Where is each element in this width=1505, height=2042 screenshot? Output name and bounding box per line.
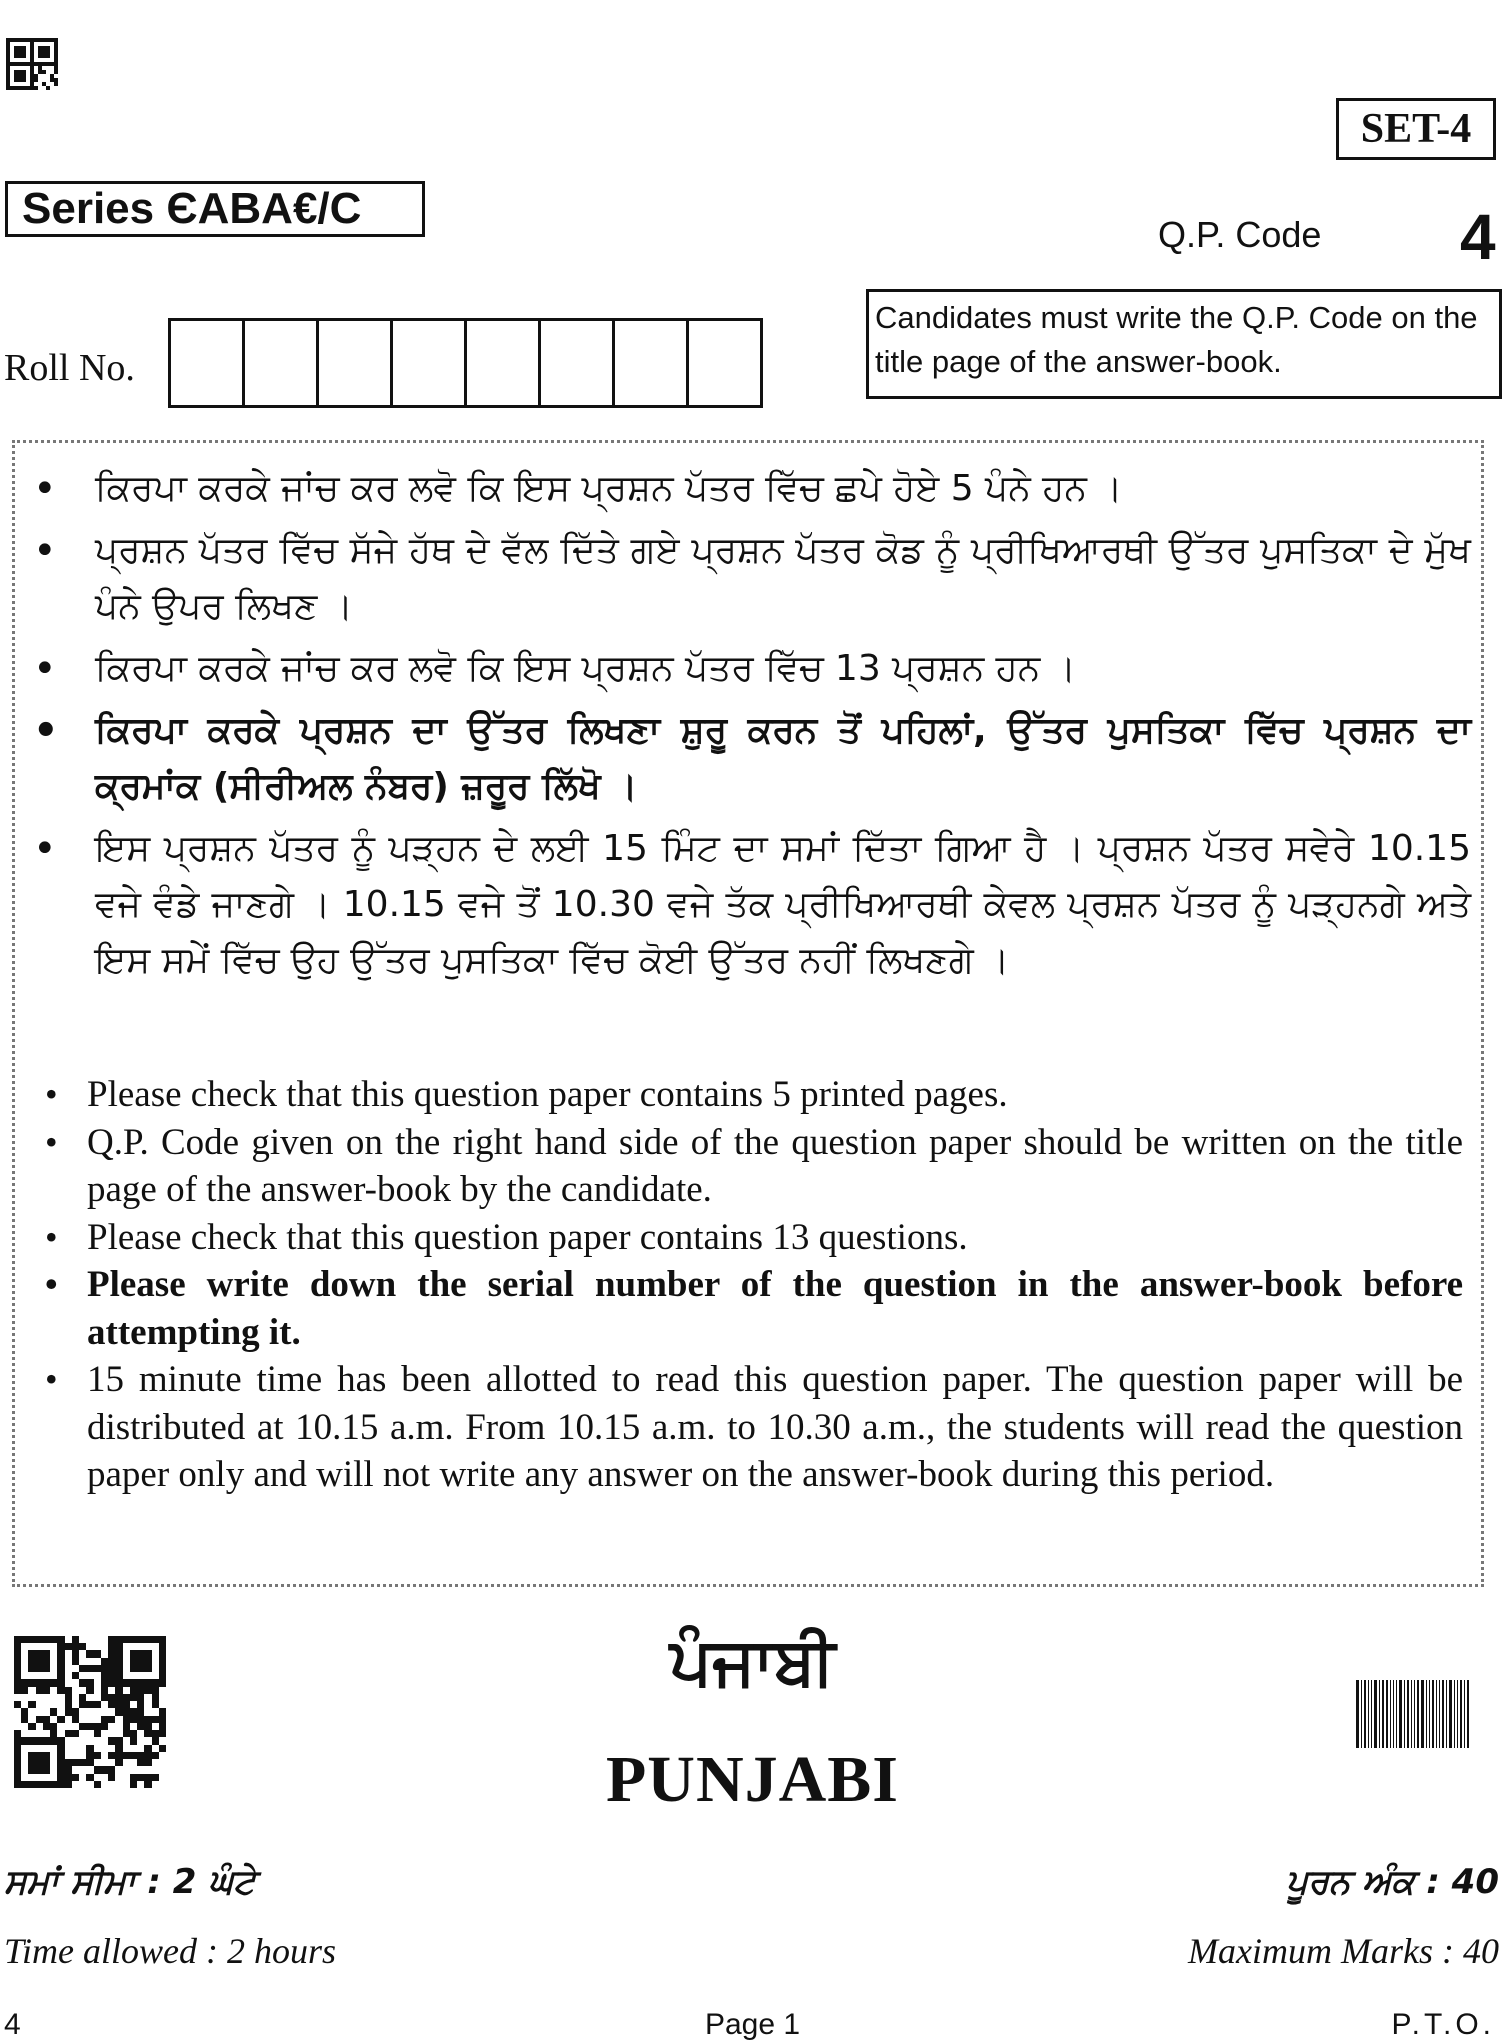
instruction-en-item: • Please write down the serial number of the question in the answer-book before attempting it.	[15, 1261, 1481, 1356]
roll-box[interactable]	[689, 321, 760, 405]
instructions-english	[15, 1071, 1481, 1499]
roll-number-label: Roll No.	[4, 347, 135, 389]
instruction-pa-item: • ਕਿਰਪਾ ਕਰਕੇ ਜਾਂਚ ਕਰ ਲਵੋ ਕਿ ਇਸ ਪ੍ਰਸ਼ਨ ਪੱਤਰ ਵਿੱਚ 13 ਪ੍ਰਸ਼ਨ ਹਨ ।	[15, 641, 1481, 697]
instruction-pa-item: • ਪ੍ਰਸ਼ਨ ਪੱਤਰ ਵਿੱਚ ਸੱਜੇ ਹੱਥ ਦੇ ਵੱਲ ਦਿੱਤੇ ਗਏ ਪ੍ਰਸ਼ਨ ਪੱਤਰ ਕੋਡ ਨੂੰ ਪ੍ਰੀਖਿਆਰਥੀ ਉੱਤਰ ਪੁਸਤਿਕਾ ਦੇ ਮੁੱਖ ਪੰਨੇ ਉਪਰ ਲਿਖਣ ।	[15, 523, 1481, 635]
instructions-punjabi	[15, 461, 1481, 989]
instruction-pa-item: • ਕਿਰਪਾ ਕਰਕੇ ਪ੍ਰਸ਼ਨ ਦਾ ਉੱਤਰ ਲਿਖਣਾ ਸ਼ੁਰੂ ਕਰਨ ਤੋਂ ਪਹਿਲਾਂ, ਉੱਤਰ ਪੁਸਤਿਕਾ ਵਿੱਚ ਪ੍ਰਸ਼ਨ ਦਾ ਕ੍ਰਮਾਂਕ (ਸੀਰੀਅਲ ਨੰਬਰ) ਜ਼ਰੂਰ ਲਿੱਖੋ ।	[15, 703, 1481, 815]
subject-title-punjabi: ਪੰਜਾਬੀ	[669, 1623, 836, 1700]
roll-box[interactable]	[171, 321, 245, 405]
instruction-en-item: • Please check that this question paper contains 5 printed pages.	[15, 1071, 1481, 1119]
instruction-en-item: • 15 minute time has been allotted to read this question paper. The question paper will be distributed at 10.15 a.m. From 10.15 a.m. to 10.30 a.m., the students will read the question paper only and will not write any answer on the answer-book during this period.	[15, 1356, 1481, 1499]
footer-page: Page 1	[704, 2008, 801, 2041]
roll-box[interactable]	[393, 321, 467, 405]
subject-title-english: PUNJABI	[605, 1743, 899, 1816]
barcode-icon	[1356, 1680, 1496, 1748]
qp-code-label: Q.P. Code	[1158, 214, 1322, 255]
max-marks-punjabi: ਪੂਰਨ ਅੰਕ : 40	[1285, 1862, 1499, 1902]
instruction-en-item: • Q.P. Code given on the right hand side of the question paper should be written on the title page of the answer-book by the candidate.	[15, 1119, 1481, 1214]
set-badge: SET-4	[1336, 98, 1496, 160]
footer-pto: P.T.O.	[1391, 2008, 1495, 2041]
instruction-pa-item: • ਕਿਰਪਾ ਕਰਕੇ ਜਾਂਚ ਕਰ ਲਵੋ ਕਿ ਇਸ ਪ੍ਰਸ਼ਨ ਪੱਤਰ ਵਿੱਚ ਛਪੇ ਹੋਏ 5 ਪੰਨੇ ਹਨ ।	[15, 461, 1481, 517]
series-label: Series ЄABA€/C	[5, 181, 425, 237]
roll-number-boxes[interactable]	[168, 318, 763, 408]
instructions-box	[12, 440, 1484, 1587]
footer-code: 4	[4, 2008, 21, 2041]
time-allowed-english: Time allowed : 2 hours	[4, 1931, 337, 1971]
qp-code-value: 4	[1460, 201, 1496, 273]
roll-box[interactable]	[245, 321, 319, 405]
roll-box[interactable]	[319, 321, 393, 405]
instruction-pa-item: • ਇਸ ਪ੍ਰਸ਼ਨ ਪੱਤਰ ਨੂੰ ਪੜ੍ਹਨ ਦੇ ਲਈ 15 ਮਿੰਟ ਦਾ ਸਮਾਂ ਦਿੱਤਾ ਗਿਆ ਹੈ । ਪ੍ਰਸ਼ਨ ਪੱਤਰ ਸਵੇਰੇ 10.15 ਵਜੇ ਵੰਡੇ ਜਾਣਗੇ । 10.15 ਵਜੇ ਤੋਂ 10.30 ਵਜੇ ਤੱਕ ਪ੍ਰੀਖਿਆਰਥੀ ਕੇਵਲ ਪ੍ਰਸ਼ਨ ਪੱਤਰ ਨੂੰ ਪੜ੍ਹਨਗੇ ਅਤੇ ਇਸ ਸਮੇਂ ਵਿੱਚ ਉਹ ਉੱਤਰ ਪੁਸਤਿਕਾ ਵਿੱਚ ਕੋਈ ਉੱਤਰ ਨਹੀਂ ਲਿਖਣਗੇ ।	[15, 821, 1481, 989]
candidate-note: Candidates must write the Q.P. Code on the title page of the answer-book.	[866, 289, 1502, 399]
instruction-en-item: • Please check that this question paper contains 13 questions.	[15, 1214, 1481, 1262]
qr-code-small-icon	[6, 38, 58, 90]
max-marks-english: Maximum Marks : 40	[1188, 1931, 1499, 1971]
time-allowed-punjabi: ਸਮਾਂ ਸੀਮਾ : 2 ਘੰਟੇ	[4, 1862, 256, 1902]
roll-box[interactable]	[541, 321, 615, 405]
roll-box[interactable]	[467, 321, 541, 405]
roll-box[interactable]	[615, 321, 689, 405]
